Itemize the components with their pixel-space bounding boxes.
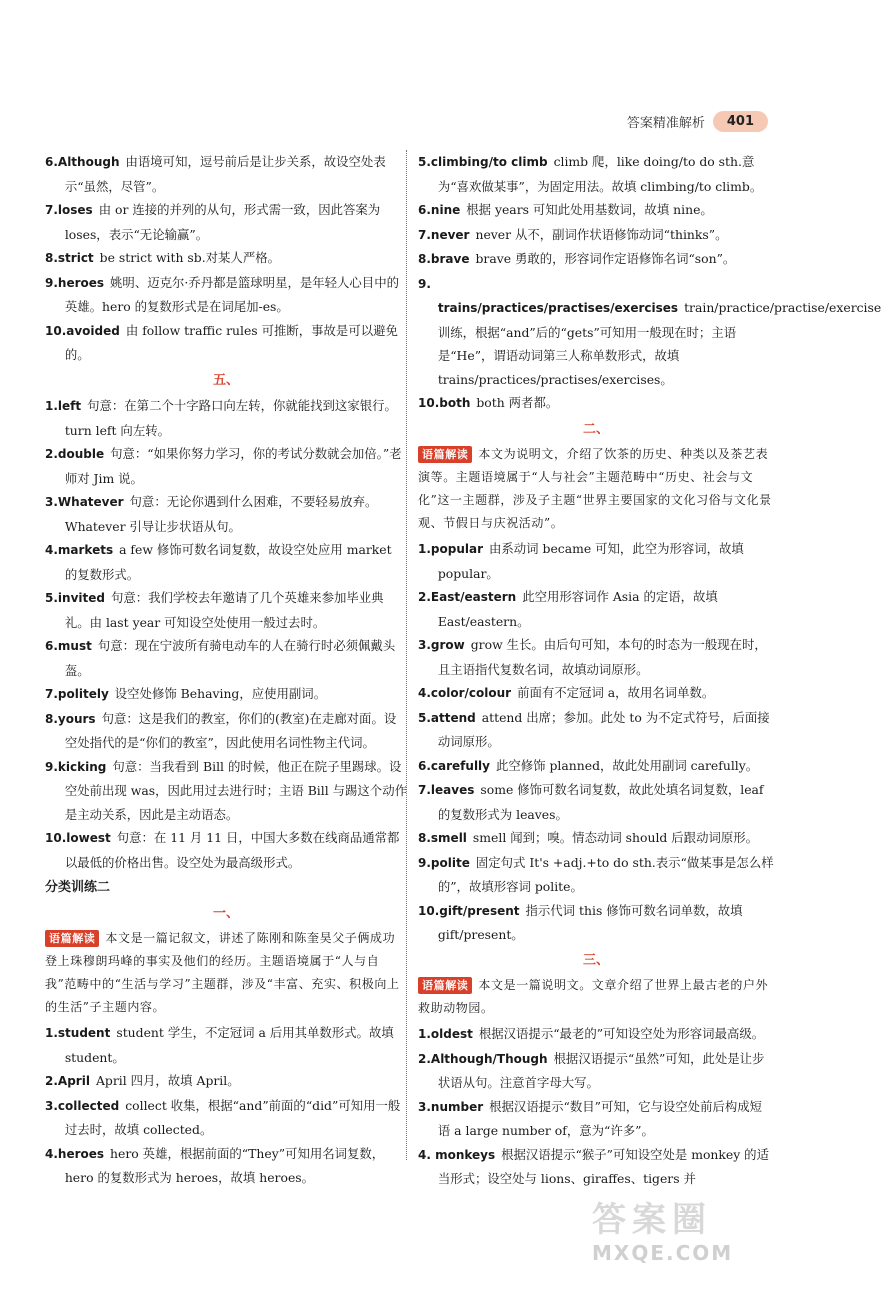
answer-explanation: collect 收集，根据“and”前面的“did”可知用一般过去时，故填 collected。 — [64, 1097, 401, 1137]
answer-key: 7.politely — [45, 687, 109, 701]
answer-item — [418, 272, 881, 392]
answer-item — [418, 223, 774, 248]
answer-key: 2.East/eastern — [418, 590, 517, 604]
answer-item — [418, 754, 774, 779]
answer-explanation: 由 or 连接的并列的从句，形式需一致，因此答案为 loses，表示“无论输赢”。 — [64, 202, 381, 242]
answer-item — [45, 755, 407, 827]
answer-explanation: 前面有不定冠词 a，故用名词单数。 — [517, 685, 715, 700]
answer-item — [45, 394, 407, 442]
answer-item — [418, 150, 774, 198]
answer-explanation: 设空处修饰 Behaving，应使用副词。 — [114, 686, 327, 701]
answer-explanation: 句意：这是我们的教室，你们的(教室)在走廊对面。设空处指代的是“你们的教室”，因此使用名词性物主代词。 — [64, 710, 397, 750]
answer-explanation: 根据汉语提示“虽然”可知，此处是让步状语从句。注意首字母大写。 — [437, 1050, 765, 1090]
passage-analysis-text: 本文为说明文，介绍了饮茶的历史、种类以及茶艺表演等。主题语境属于“人与社会”主题范畴中“历史、社会与文化”这一主题群，涉及子主题“世界主要国家的文化习俗与文化景观、节假日与庆祝活动”。 — [418, 447, 772, 530]
answer-explanation: 句意：在第二个十字路口向左转，你就能找到这家银行。turn left 向左转。 — [64, 398, 397, 438]
answer-item — [45, 271, 407, 319]
answer-item — [418, 1095, 774, 1143]
answer-explanation: 根据汉语提示“最老的”可知设空处为形容词最高级。 — [478, 1026, 765, 1041]
answer-explanation: 根据汉语提示“数目”可知，它与设空处前后构成短语 a large number of，意为“许多”。 — [437, 1098, 763, 1138]
answer-explanation: 由 follow traffic rules 可推断，事故是可以避免的。 — [64, 322, 398, 362]
answer-key: 7.leaves — [418, 783, 475, 797]
answer-explanation: never 从不，副词作状语修饰动词“thinks”。 — [475, 226, 728, 242]
answer-key: 8.yours — [45, 711, 96, 726]
answer-explanation: some 修饰可数名词复数，故此处填名词复数，leaf 的复数形式为 leaves。 — [437, 782, 764, 822]
answer-key: 4.markets — [45, 543, 114, 557]
answer-item — [418, 585, 774, 633]
answer-key: 6.nine — [418, 203, 461, 217]
answer-key: 5.attend — [418, 710, 476, 725]
passage-analysis-badge: 语篇解读 — [45, 930, 99, 947]
answer-list-right-3 — [418, 1022, 774, 1191]
answer-item — [418, 778, 774, 826]
answer-key: 5.climbing/to climb — [418, 155, 548, 169]
answer-key: 10.both — [418, 396, 471, 410]
answer-explanation: attend 出席；参加。此处 to 为不定式符号，后面接动词原形。 — [437, 709, 770, 749]
answer-key: 10.avoided — [45, 323, 120, 338]
passage-analysis — [418, 974, 774, 1020]
section-heading-1: 一、 — [212, 905, 239, 921]
answer-key: 10.lowest — [45, 831, 111, 845]
answer-key: 3.collected — [45, 1098, 120, 1113]
answer-item — [45, 150, 407, 198]
answer-list-right-1 — [418, 150, 881, 416]
answer-key: 9.kicking — [45, 759, 107, 774]
answer-key: 4. monkeys — [418, 1147, 496, 1162]
answer-item — [418, 706, 774, 754]
answer-key: 7.never — [418, 227, 470, 242]
answer-item — [45, 198, 407, 246]
answer-item — [45, 538, 407, 586]
answer-explanation: train/practice/practise/exercise 训练，根据“and”后的“gets”可知用一般现在时；主语是“He”，谓语动词第三人称单数形式，故填 trains/practices/practises/exercises。 — [437, 300, 881, 387]
answer-key: 4.color/colour — [418, 686, 512, 700]
passage-analysis — [418, 443, 774, 535]
answer-explanation: brave 勇敢的，形容词作定语修饰名词“son”。 — [475, 251, 736, 266]
answer-explanation: 句意：当我看到 Bill 的时候，他正在院子里踢球。设空处前出现 was，因此用过去进行时；主语 Bill 与踢这个动作是主动关系，因此是主动语态。 — [64, 758, 407, 822]
answer-key: 6.carefully — [418, 758, 490, 773]
watermark-url: MXQE.COM — [592, 1241, 734, 1265]
answer-key: 6.Although — [45, 155, 120, 169]
section-heading-3: 三、 — [582, 952, 609, 968]
answer-item — [45, 634, 407, 682]
section-heading-2: 二、 — [582, 421, 609, 437]
answer-explanation: 由语境可知，逗号前后是让步关系，故设空处表示“虽然，尽管”。 — [64, 154, 386, 194]
answer-explanation: 句意：无论你遇到什么困难，不要轻易放弃。Whatever 引导让步状语从句。 — [64, 494, 378, 534]
left-column — [45, 150, 407, 1190]
answer-explanation: hero 英雄，根据前面的“They”可知用名词复数，hero 的复数形式为 heroes，故填 heroes。 — [64, 1145, 385, 1185]
answer-key: 3.grow — [418, 638, 465, 652]
answer-item — [45, 586, 407, 634]
answer-explanation: 句意：在 11 月 11 日，中国大多数在线商品通常都以最低的价格出售。设空处为最高级形式。 — [64, 830, 400, 870]
answer-item — [45, 1142, 407, 1190]
answer-explanation: a few 修饰可数名词复数，故设空处应用 market 的复数形式。 — [64, 542, 392, 582]
answer-list-left-3 — [45, 1021, 407, 1190]
answer-list-left-2 — [45, 394, 407, 874]
page-header — [627, 106, 768, 136]
header-title: 答案精准解析 — [626, 115, 705, 131]
answer-key: 1.oldest — [418, 1027, 473, 1041]
answer-explanation: 固定句式 It's +adj.+to do sth.表示“做某事是怎么样的”，故填形容词 polite。 — [437, 854, 774, 894]
answer-key: 3.Whatever — [45, 495, 124, 509]
answer-list-right-2 — [418, 537, 774, 947]
answer-item — [45, 1021, 407, 1069]
section-heading-5: 五、 — [212, 372, 239, 388]
answer-item — [418, 198, 774, 223]
answer-list-left-1 — [45, 150, 407, 367]
answer-explanation: both 两者都。 — [476, 395, 559, 410]
answer-explanation: student 学生，不定冠词 a 后用其单数形式。故填 student。 — [64, 1025, 394, 1065]
answer-item — [45, 246, 407, 271]
answer-item — [45, 1069, 407, 1094]
answer-item — [418, 247, 774, 272]
answer-explanation: April 四月，故填 April。 — [95, 1073, 240, 1088]
answer-key: 1.left — [45, 399, 82, 413]
answer-item — [418, 1143, 774, 1191]
answer-item — [45, 442, 407, 490]
answer-explanation: smell 闻到；嗅。情态动词 should 后跟动词原形。 — [472, 830, 759, 845]
answer-explanation: 此空修饰 planned，故此处用副词 carefully。 — [496, 757, 759, 773]
answer-item — [418, 899, 774, 947]
answer-key: 1.popular — [418, 542, 484, 556]
answer-item — [418, 1022, 774, 1047]
answer-key: 3.number — [418, 1099, 484, 1114]
page-number-badge: 401 — [713, 111, 768, 132]
answer-explanation: 句意：我们学校去年邀请了几个英雄来参加毕业典礼。由 last year 可知设空处使用一般过去时。 — [64, 590, 384, 630]
answer-explanation: 根据汉语提示“猴子”可知设空处是 monkey 的适当形式；设空处与 lions、giraffes、tigers 并 — [437, 1146, 769, 1186]
answer-key: 9.polite — [418, 855, 470, 870]
answer-key: 8.brave — [418, 252, 470, 266]
passage-analysis-badge: 语篇解读 — [418, 977, 472, 994]
answer-item — [418, 391, 774, 416]
answer-explanation: grow 生长。由后句可知，本句的时态为一般现在时，且主语指代复数名词，故填动词原形。 — [437, 637, 767, 677]
right-column — [418, 150, 881, 1191]
answer-explanation: 句意：现在宁波所有骑电动车的人在骑行时必须佩戴头盔。 — [64, 638, 396, 678]
answer-key: 5.invited — [45, 591, 105, 605]
answer-item — [418, 1047, 774, 1095]
answer-key: 2.April — [45, 1074, 90, 1088]
answer-item — [45, 1094, 407, 1142]
answer-key: 1.student — [45, 1026, 111, 1040]
passage-analysis-text: 本文是一篇记叙文，讲述了陈刚和陈奎昊父子俩成功登上珠穆朗玛峰的事实及他们的经历。主题语境属于“人与自我”范畴中的“生活与学习”主题群，涉及“丰富、充实、积极向上的生活”子主题内容。 — [45, 931, 400, 1014]
answer-key: 9. trains/practices/practises/exercises — [418, 276, 679, 315]
answer-key: 4.heroes — [45, 1146, 105, 1161]
answer-item — [418, 633, 774, 681]
answer-item — [418, 826, 774, 851]
answer-explanation: 此空用形容词作 Asia 的定语，故填 East/eastern。 — [437, 589, 718, 629]
passage-analysis-text: 本文是一篇说明文。文章介绍了世界上最古老的户外救助动物园。 — [418, 978, 769, 1015]
answer-item — [45, 319, 407, 367]
answer-item — [418, 681, 774, 706]
answer-explanation: be strict with sb.对某人严格。 — [99, 250, 280, 265]
answer-explanation: 句意：“如果你努力学习，你的考试分数就会加倍。”老师对 Jim 说。 — [64, 446, 402, 486]
answer-explanation: 由系动词 became 可知，此空为形容词，故填 popular。 — [437, 541, 744, 581]
answer-key: 10.gift/present — [418, 903, 520, 918]
answer-explanation: climb 爬，like doing/to do sth.意为“喜欢做某事”，为固定用法。故填 climbing/to climb。 — [437, 154, 763, 194]
answer-key: 8.smell — [418, 831, 467, 845]
answer-explanation: 姚明、迈克尔·乔丹都是篮球明星，是年轻人心目中的英雄。hero 的复数形式是在词尾加-es。 — [64, 274, 399, 314]
watermark-logo — [592, 1192, 772, 1272]
answer-explanation: 根据 years 可知此处用基数词，故填 nine。 — [466, 202, 713, 217]
answer-key: 2.double — [45, 447, 105, 461]
passage-analysis — [45, 927, 407, 1019]
answer-key: 8.strict — [45, 251, 94, 265]
answer-item — [45, 826, 407, 874]
answer-key: 7.loses — [45, 203, 93, 217]
answer-item — [45, 682, 407, 707]
answer-item — [418, 851, 774, 899]
passage-analysis-badge: 语篇解读 — [418, 446, 472, 463]
answer-item — [418, 537, 774, 585]
answer-item — [45, 490, 407, 538]
answer-key: 2.Although/Though — [418, 1051, 548, 1066]
answer-item — [45, 707, 407, 755]
subsection-title: 分类训练二 — [45, 880, 111, 895]
watermark-text: 答案圈 — [592, 1200, 712, 1240]
answer-key: 6.must — [45, 639, 92, 653]
answer-key: 9.heroes — [45, 275, 105, 290]
answer-explanation: 指示代词 this 修饰可数名词单数，故填 gift/present。 — [437, 902, 743, 942]
